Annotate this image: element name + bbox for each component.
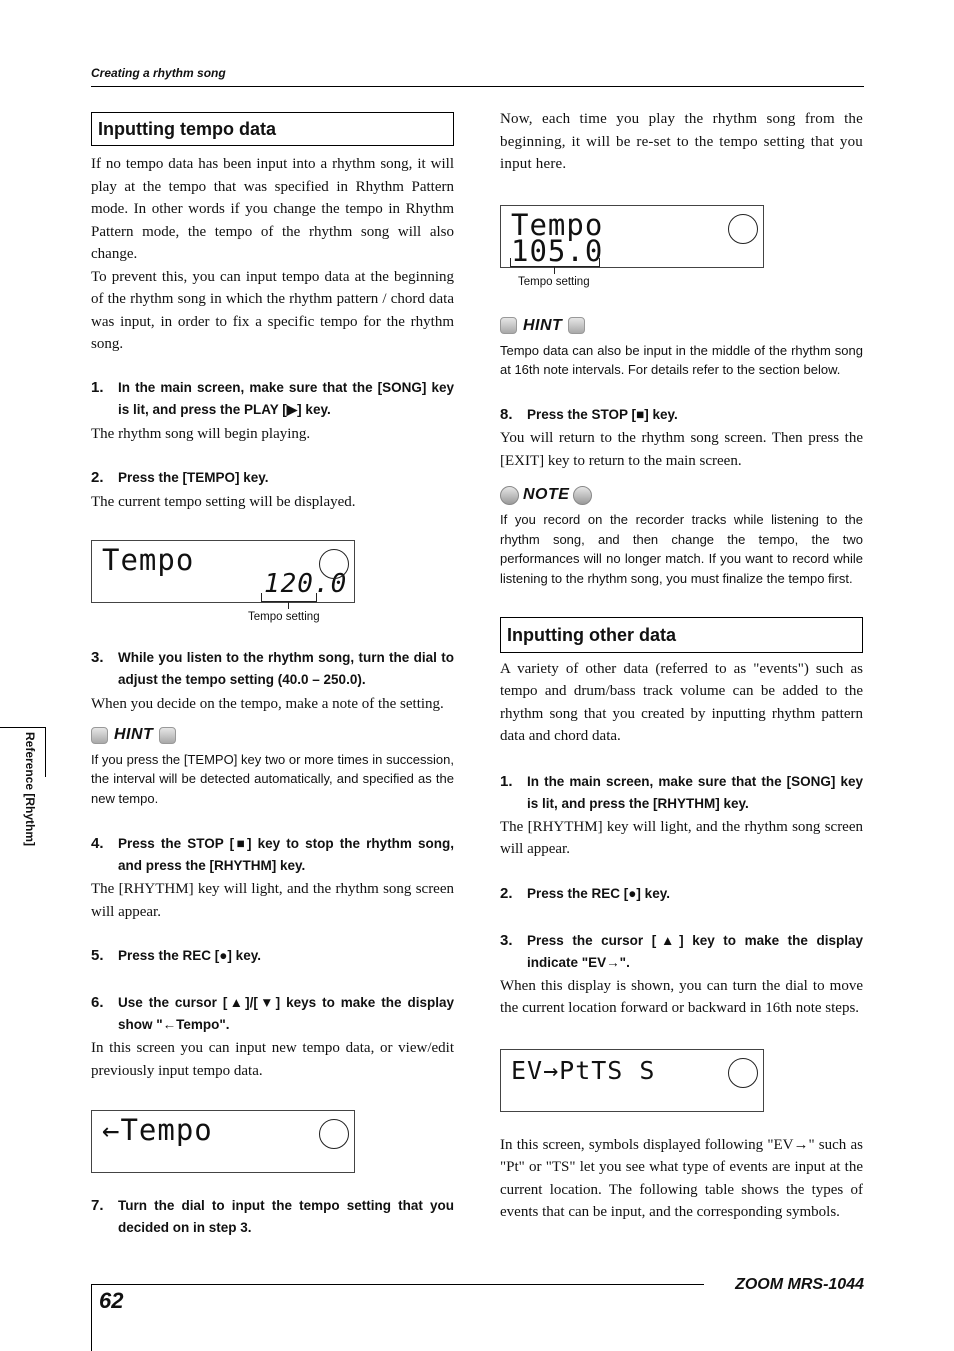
- step-6: [91, 992, 454, 1036]
- step-number: 2.: [91, 469, 104, 486]
- lcd-line-1: EV→PtTS S: [511, 1055, 656, 1085]
- lcd-line-2: 105.0: [511, 233, 604, 268]
- hint-text: If you press the [TEMPO] key two or more times in succession, the interval will be detected automatically, and specified as the new tempo.: [91, 752, 454, 806]
- caption-bracket: [510, 258, 600, 267]
- step-2-body: The current tempo setting will be displayed.: [91, 494, 356, 510]
- lcd-caption: Tempo setting: [248, 610, 320, 623]
- step-number: 1.: [91, 378, 104, 396]
- event-symbols-paragraph: In this screen, symbols displayed following "EV→" such as "Pt" or "TS" let you see what type of events are input at the current location. The following table shows the types of events that can be input, and the corresponding symbols.: [500, 1136, 863, 1221]
- events-paragraph: A variety of other data (referred to as "events") such as tempo and drum/bass track volume can be added to the rhythm song that you created by inputting rhythm pattern data and chord data.: [500, 660, 863, 745]
- intro-paragraph-2: To prevent this, you can input tempo data at the beginning of the rhythm song in which the rhythm pattern / chord data was input, in order to fix a specific tempo for the rhythm song.: [91, 268, 454, 352]
- section-title-tempo: Inputting tempo data: [91, 112, 454, 146]
- step-number: 4.: [91, 835, 104, 853]
- intro-paragraph-1: If no tempo data has been input into a rhythm song, it will play at the tempo that was specified in Rhythm Pattern mode. In other words if you change the tempo in Rhythm Pattern mode, the tempo of the rhythm song will also change.: [91, 156, 454, 262]
- step-number: 5.: [91, 947, 104, 965]
- step-4-body: The [RHYTHM] key will light, and the rhythm song screen will appear.: [91, 881, 454, 920]
- hint-marker: [91, 723, 454, 747]
- step-text: Turn the dial to input the tempo setting that you decided on in step 3.: [118, 1198, 454, 1236]
- step-1-body: The rhythm song will begin playing.: [91, 425, 311, 442]
- step-3-body: When you decide on the tempo, make a note of the setting.: [91, 695, 444, 712]
- step-number: 7.: [91, 1197, 104, 1215]
- step-6-body: In this screen you can input new tempo data, or view/edit previously input tempo data.: [91, 1040, 454, 1079]
- lcd-rec-indicator-icon: [728, 1058, 758, 1088]
- lcd-tempo-value: 120.0: [264, 568, 348, 599]
- lcd-line-1: ←Tempo: [102, 1113, 213, 1148]
- lcd-line-1: Tempo: [511, 207, 604, 242]
- footer-rule: [91, 1284, 704, 1285]
- step-number: 1.: [500, 772, 513, 790]
- caption-bracket-stem: [554, 266, 555, 274]
- side-tab-label: Reference [Rhythm]: [23, 732, 37, 847]
- step-text: Press the REC [●] key.: [118, 948, 261, 964]
- product-model: ZOOM MRS-1044: [735, 1276, 864, 1293]
- hint-text: Tempo data can also be input in the middle of the rhythm song at 16th note intervals. For details refer to the section below.: [500, 342, 863, 377]
- other-step-3: [500, 930, 863, 974]
- footer-vertical-rule: [91, 1284, 92, 1351]
- step-7: [91, 1195, 454, 1239]
- lcd-display-arrow-tempo: [91, 1110, 355, 1173]
- step-number: 2.: [500, 884, 513, 902]
- other-step-1-body: The [RHYTHM] key will light, and the rhythm song screen will appear.: [500, 818, 863, 858]
- lcd-rec-indicator-icon: [319, 1119, 349, 1149]
- step-5: [91, 945, 454, 967]
- header-rule: [91, 86, 864, 87]
- hint-marker: [500, 314, 863, 338]
- step-text: Use the cursor [▲]/[▼] keys to make the display show "←Tempo".: [118, 995, 454, 1033]
- step-number: 3.: [500, 931, 513, 949]
- running-header: Creating a rhythm song: [91, 66, 226, 80]
- lcd-rec-indicator-icon: [728, 214, 758, 244]
- step-8-body: You will return to the rhythm song screen. Then press the [EXIT] key to return to the main screen.: [500, 430, 863, 469]
- tempo-reset-paragraph: Now, each time you play the rhythm song from the beginning, it will be re-set to the tempo setting that you input here.: [500, 111, 863, 172]
- left-column: [91, 112, 454, 1239]
- hint-label: HINT: [114, 726, 154, 743]
- step-text: Press the STOP [■] key.: [527, 407, 678, 423]
- section-title-other: Inputting other data: [500, 617, 863, 653]
- step-text: In the main screen, make sure that the [SONG] key is lit, and press the [RHYTHM] key.: [527, 773, 863, 811]
- lcd-rec-indicator-icon: [319, 549, 349, 579]
- step-text: While you listen to the rhythm song, turn the dial to adjust the tempo setting (40.0 – 250.0).: [118, 649, 454, 687]
- step-number: 8.: [500, 406, 513, 424]
- other-step-3-body: When this display is shown, you can turn the dial to move the current location forward or backward in 16th note steps.: [500, 977, 863, 1017]
- step-text: Press the STOP [■] key to stop the rhythm song, and press the [RHYTHM] key.: [118, 836, 454, 874]
- right-column: [500, 108, 863, 1224]
- lcd-display-events: [500, 1049, 764, 1112]
- note-text: If you record on the recorder tracks while listening to the rhythm song, and then change the tempo, the two performances will no longer match. If you want to record while listening to the rhythm song, you must finalize the tempo first.: [500, 512, 863, 586]
- step-number: 6.: [91, 994, 104, 1012]
- hint-left-square-icon: [500, 317, 517, 334]
- lcd-line-1: Tempo: [102, 542, 195, 577]
- step-text: Press the [TEMPO] key.: [118, 470, 269, 485]
- note-marker: [500, 483, 863, 507]
- note-right-circle-icon: [573, 486, 592, 505]
- page-number: 62: [99, 1288, 124, 1313]
- caption-bracket: [261, 593, 317, 602]
- other-step-1: [500, 771, 863, 815]
- step-3: [91, 647, 454, 691]
- caption-bracket-stem: [288, 601, 289, 609]
- note-label: NOTE: [523, 486, 570, 504]
- step-4: [91, 833, 454, 877]
- step-2: [91, 467, 454, 489]
- hint-right-square-icon: [568, 317, 585, 334]
- note-left-circle-icon: [500, 486, 519, 505]
- step-number: 3.: [91, 648, 104, 666]
- step-text: Press the REC [●] key.: [527, 885, 670, 901]
- lcd-caption: Tempo setting: [518, 275, 590, 288]
- step-text: Press the cursor [▲] key to make the display indicate "EV→".: [527, 932, 863, 970]
- other-step-2: [500, 883, 863, 905]
- step-text: In the main screen, make sure that the [SONG] key is lit, and press the PLAY [▶] key.: [118, 379, 454, 417]
- hint-label: HINT: [523, 316, 563, 334]
- hint-right-square-icon: [159, 727, 176, 744]
- step-8: [500, 404, 863, 426]
- hint-left-square-icon: [91, 727, 108, 744]
- step-1: [91, 377, 454, 421]
